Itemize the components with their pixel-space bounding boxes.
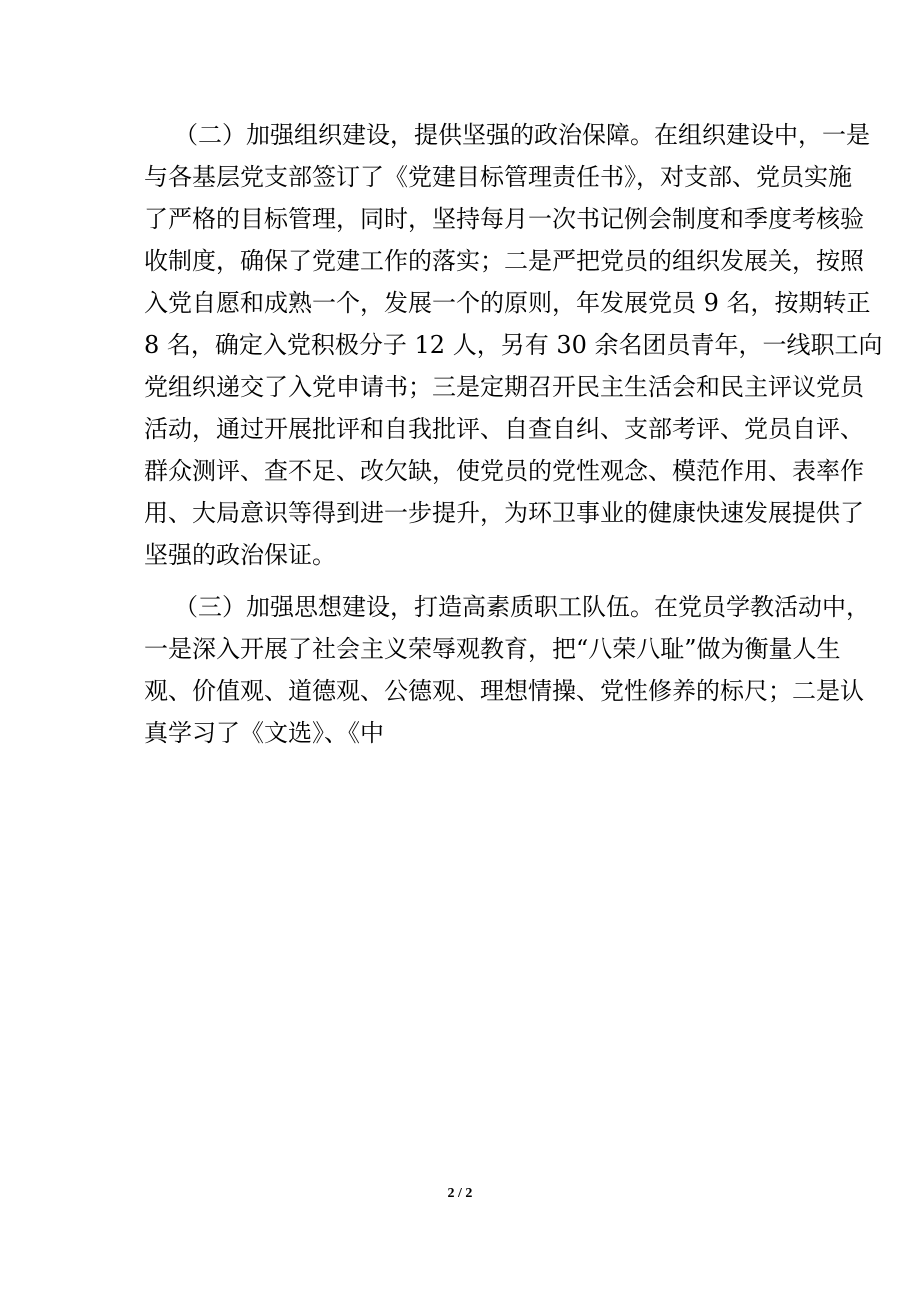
text-line: 真学习了《文选》、《中: [144, 719, 384, 747]
text-line: 8 名，确定入党积极分子 12 人，另有 30 余名团员青年，一线职工向: [144, 331, 883, 359]
text-line: 党组织递交了入党申请书；三是定期召开民主生活会和民主评议党员: [144, 373, 864, 401]
text-line: 观、价值观、道德观、公德观、理想情操、党性修养的标尺；二是认: [144, 677, 864, 705]
paragraph-ideology: [144, 586, 870, 754]
document-body: [144, 114, 883, 754]
text-line: 收制度，确保了党建工作的落实；二是严把党员的组织发展关，按照: [144, 247, 864, 275]
text-line: 了严格的目标管理，同时，坚持每月一次书记例会制度和季度考核验: [144, 205, 864, 233]
text-line: 坚强的政治保证。: [144, 541, 336, 569]
text-line: 群众测评、查不足、改欠缺，使党员的党性观念、模范作用、表率作: [144, 457, 864, 485]
text-line: 用、大局意识等得到进一步提升，为环卫事业的健康快速发展提供了: [144, 499, 864, 527]
text-line: 与各基层党支部签订了《党建目标管理责任书》，对支部、党员实施: [144, 163, 852, 191]
paragraph-spacer: [144, 576, 784, 586]
text-line: 入党自愿和成熟一个，发展一个的原则，年发展党员 9 名，按期转正: [144, 289, 871, 317]
text-line: 一是深入开展了社会主义荣辱观教育，把“八荣八耻”做为衡量人生: [144, 635, 841, 663]
text-line: （三）加强思想建设，打造高素质职工队伍。在党员学教活动中，: [174, 593, 870, 621]
text-line: （二）加强组织建设，提供坚强的政治保障。在组织建设中，一是: [174, 121, 870, 149]
page-number: 2 / 2: [447, 1186, 473, 1201]
paragraph-organization: [144, 114, 883, 576]
text-line: 活动，通过开展批评和自我批评、自查自纠、支部考评、党员自评、: [144, 415, 864, 443]
